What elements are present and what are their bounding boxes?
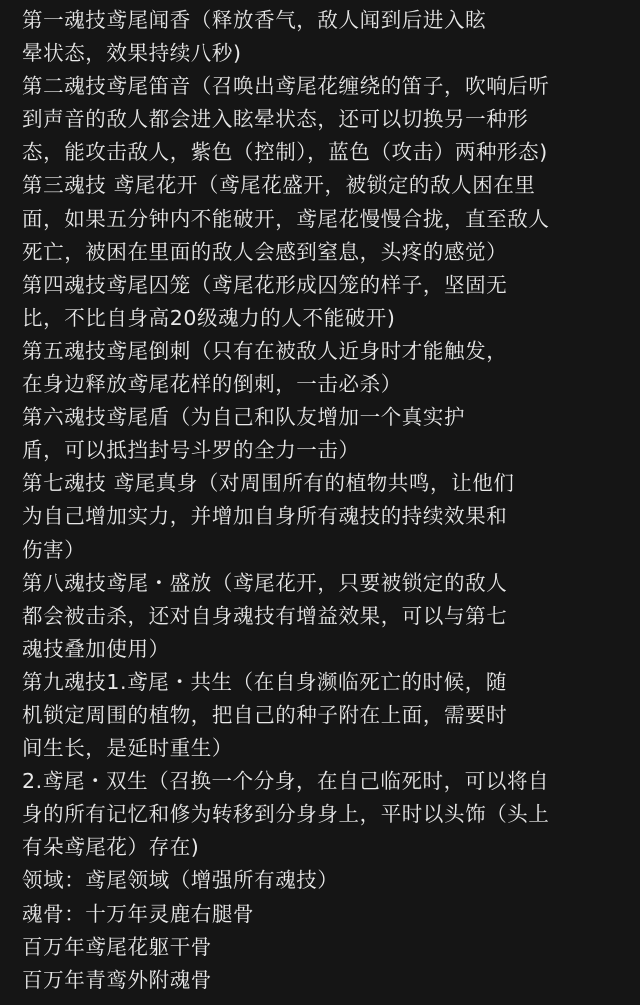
text-line: 魂骨：十万年灵鹿右腿骨: [22, 901, 255, 926]
text-line: 百万年青鸾外附魂骨: [22, 967, 212, 992]
text-line: 百万年鸢尾花躯干骨: [22, 934, 212, 959]
text-line: 魂技叠加使用）: [22, 636, 170, 661]
text-line: 身的所有记忆和修为转移到分身身上，平时以头饰（头上: [22, 802, 550, 827]
text-line: 间生长，是延时重生）: [22, 736, 233, 761]
text-line: 第八魂技鸢尾・盛放（鸢尾花开，只要被锁定的敌人: [22, 570, 508, 595]
text-line: 第九魂技1.鸢尾・共生（在自身濒临死亡的时候，随: [22, 669, 507, 694]
text-line: 在身边释放鸢尾花样的倒刺，一击必杀）: [22, 372, 402, 397]
text-line: 第六魂技鸢尾盾（为自己和队友增加一个真实护: [22, 405, 466, 430]
text-line: 为自己增加实力，并增加自身所有魂技的持续效果和: [22, 504, 508, 529]
text-line: 盾，可以抵挡封号斗罗的全力一击）: [22, 438, 360, 463]
text-line: 伤害）: [22, 537, 86, 562]
text-line: 机锁定周围的植物，把自己的种子附在上面，需要时: [22, 702, 508, 727]
text-line: 有朵鸢尾花）存在): [22, 835, 200, 860]
document-body: [22, 4, 632, 997]
text-line: 态，能攻击敌人，紫色（控制），蓝色（攻击）两种形态): [22, 140, 548, 165]
text-line: 第五魂技鸢尾倒刺（只有在被敌人近身时才能触发，: [22, 338, 508, 363]
text-line: 比，不比自身高20级魂力的人不能破开): [22, 305, 396, 330]
text-line: 到声音的敌人都会进入眩晕状态，还可以切换另一种形: [22, 107, 529, 132]
text-line: 晕状态，效果持续八秒): [22, 41, 242, 66]
text-line: 死亡，被困在里面的敌人会感到窒息，头疼的感觉）: [22, 239, 508, 264]
text-line: 2.鸢尾・双生（召换一个分身，在自己临死时，可以将自: [22, 769, 550, 794]
text-line: 第二魂技鸢尾笛音（召唤出鸢尾花缠绕的笛子，吹响后听: [22, 74, 550, 99]
text-line: 第三魂技 鸢尾花开（鸢尾花盛开，被锁定的敌人困在里: [22, 173, 536, 198]
text-line: 都会被击杀，还对自身魂技有增益效果，可以与第七: [22, 603, 508, 628]
text-line: 第七魂技 鸢尾真身（对周围所有的植物共鸣，让他们: [22, 471, 515, 496]
text-line: 第一魂技鸢尾闻香（释放香气，敌人闻到后进入眩: [22, 8, 487, 32]
text-line: 面，如果五分钟内不能破开，鸢尾花慢慢合拢，直至敌人: [22, 206, 550, 231]
text-line: 第四魂技鸢尾囚笼（鸢尾花形成囚笼的样子，坚固无: [22, 272, 508, 297]
text-line: 领域：鸢尾领域（增强所有魂技）: [22, 868, 339, 893]
